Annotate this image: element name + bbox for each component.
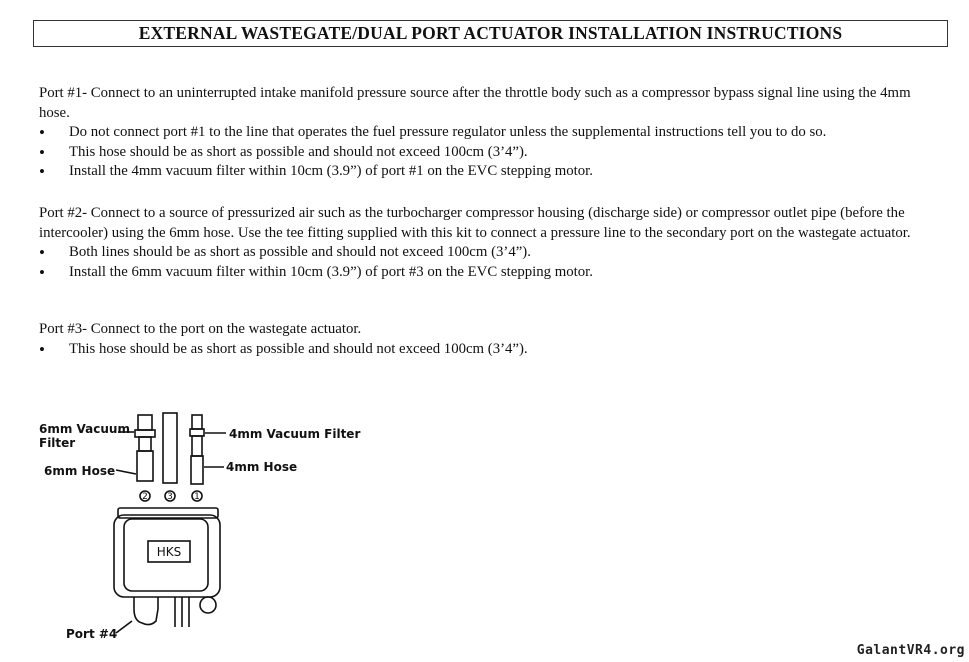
leader-6mm-hose-icon: [116, 470, 136, 474]
list-item: • This hose should be as short as possible and should not exceed 100cm (3’4”).: [39, 340, 944, 360]
label-port4: Port #4: [66, 627, 118, 641]
label-6mm-filter-line2: Filter: [39, 436, 76, 450]
hose-6mm-icon: [139, 437, 151, 451]
watermark: GalantVR4.org: [856, 643, 965, 658]
port-3-mark: 3: [167, 492, 173, 502]
hose-6mm-lower-icon: [137, 451, 153, 481]
evc-motor-illustration: [30, 395, 390, 645]
port-4-icon: [134, 597, 158, 625]
port2-section: [39, 204, 944, 282]
list-item: • Do not connect port #1 to the line that operates the fuel pressure regulator unless the supplemental instructions tell you to do so.: [39, 123, 944, 143]
port2-intro: Port #2- Connect to a source of pressurized air such as the turbocharger compressor housing (discharge side) or compressor outlet pipe (before the intercooler) using the 6mm hose. Use the tee fitting supplied with this kit to connect a pressure line to the secondary port on the wastegate actuator.: [39, 205, 911, 241]
label-6mm-filter-line1: 6mm Vacuum: [39, 422, 130, 436]
list-item: • Install the 4mm vacuum filter within 10cm (3.9”) of port #1 on the EVC stepping motor.: [39, 162, 944, 182]
port-1-mark: 1: [194, 492, 200, 502]
brand-logo: HKS: [156, 545, 182, 559]
filter-6mm-icon: [138, 415, 152, 430]
hose-4mm-icon: [192, 436, 202, 456]
list-item: • Install the 6mm vacuum filter within 10cm (3.9”) of port #3 on the EVC stepping motor.: [39, 263, 944, 283]
motor-top-plate-icon: [118, 508, 218, 518]
filter-4mm-cap-icon: [190, 429, 204, 436]
page-title: EXTERNAL WASTEGATE/DUAL PORT ACTUATOR INSTALLATION INSTRUCTIONS: [138, 23, 843, 43]
wire-bundle-icon: [175, 597, 189, 627]
list-item: • Both lines should be as short as possible and should not exceed 100cm (3’4”).: [39, 243, 944, 263]
label-4mm-filter: 4mm Vacuum Filter: [229, 427, 361, 441]
port1-bullets: [39, 123, 944, 182]
port3-intro: Port #3- Connect to the port on the wastegate actuator.: [39, 321, 362, 337]
port-2-mark: 2: [142, 492, 148, 502]
label-6mm-hose: 6mm Hose: [44, 464, 116, 478]
port1-section: [39, 84, 944, 182]
filter-6mm-cap-icon: [135, 430, 155, 437]
evc-motor-diagram: [30, 395, 390, 650]
port3-bullets: [39, 340, 944, 360]
hose-4mm-lower-icon: [191, 456, 203, 484]
tube-3-icon: [163, 413, 177, 483]
mount-hole-icon: [200, 597, 216, 613]
leader-port4-icon: [116, 621, 132, 633]
label-4mm-hose: 4mm Hose: [226, 460, 298, 474]
list-item: • This hose should be as short as possible and should not exceed 100cm (3’4”).: [39, 143, 944, 163]
port1-intro: Port #1- Connect to an uninterrupted intake manifold pressure source after the throttle body such as a compressor bypass signal line using the 4mm hose.: [39, 85, 911, 121]
filter-4mm-icon: [192, 415, 202, 429]
port3-section: [39, 320, 944, 359]
port2-bullets: [39, 243, 944, 282]
title-box: [33, 20, 948, 47]
